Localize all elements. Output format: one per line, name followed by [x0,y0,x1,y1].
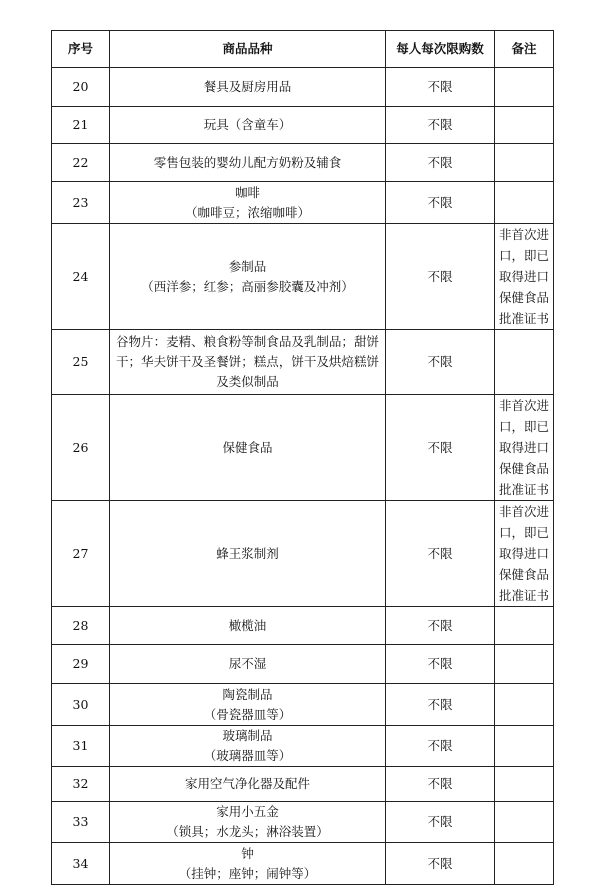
item-name: 玩具（含童车） [203,117,292,132]
table-row [52,726,554,767]
table-row [52,68,554,107]
item-name: 谷物片：麦精、粮食粉等制食品及乳制品；甜饼干；华夫饼干及圣餐饼；糕点，饼干及烘焙糕饼及类似制品 [116,334,379,389]
item-cell [110,182,386,224]
header-row [52,31,554,68]
row-number: 30 [52,684,110,726]
item-name: 橄榄油 [228,617,267,633]
row-number: 34 [52,843,110,885]
item-name: 尿不湿 [228,656,267,671]
limit-cell: 不限 [386,767,495,802]
limit-cell: 不限 [386,107,495,144]
row-number: 23 [52,182,110,224]
item-detail: （锁具；水龙头；淋浴装置） [166,824,329,839]
item-detail: （西洋参；红参；高丽参胶囊及冲剂） [141,278,354,294]
limit-cell: 不限 [386,802,495,843]
item-detail: （玻璃器皿等） [203,748,292,763]
item-name: 家用空气净化器及配件 [184,776,310,791]
remark-cell [495,645,554,684]
remark-cell [495,802,554,843]
header-limit: 每人每次限购数 [386,31,495,68]
row-number: 20 [52,68,110,107]
item-cell [110,684,386,726]
remark-cell [495,767,554,802]
limit-cell: 不限 [386,68,495,107]
limit-cell: 不限 [386,501,495,607]
item-cell [110,767,386,802]
table-row [52,107,554,144]
table-row [52,843,554,885]
row-number: 32 [52,767,110,802]
row-number: 27 [52,501,110,607]
limit-cell: 不限 [386,645,495,684]
limit-cell: 不限 [386,684,495,726]
remark-cell [495,607,554,645]
remark-cell: 非首次进口，即已取得进口保健食品批准证书 [495,501,554,607]
table-row [52,501,554,607]
item-name: 钟 [241,845,254,861]
table-row [52,684,554,726]
table-row [52,802,554,843]
item-cell [110,224,386,330]
table-row [52,330,554,395]
item-name: 咖啡 [234,184,260,200]
table-row [52,645,554,684]
remark-cell [495,68,554,107]
limit-cell: 不限 [386,144,495,182]
item-cell [110,144,386,182]
row-number: 24 [52,224,110,330]
item-cell [110,645,386,684]
limit-cell: 不限 [386,182,495,224]
item-cell [110,395,386,501]
item-cell [110,107,386,144]
header-no: 序号 [52,31,110,68]
item-cell [110,607,386,645]
remark-cell [495,107,554,144]
item-name: 参制品 [228,258,267,274]
item-cell [110,330,386,395]
table-row [52,182,554,224]
row-number: 21 [52,107,110,144]
row-number: 33 [52,802,110,843]
limit-cell: 不限 [386,607,495,645]
row-number: 28 [52,607,110,645]
item-detail: （骨瓷器皿等） [203,706,292,722]
table-row [52,767,554,802]
row-number: 26 [52,395,110,501]
remark-cell [495,726,554,767]
item-cell [110,843,386,885]
item-cell [110,501,386,607]
table-row [52,395,554,501]
remark-cell [495,843,554,885]
item-cell [110,68,386,107]
item-detail: （挂钟；座钟；闹钟等） [178,865,317,881]
remark-cell [495,144,554,182]
remark-cell [495,182,554,224]
table-row [52,144,554,182]
limit-cell: 不限 [386,224,495,330]
item-name: 陶瓷制品 [222,686,273,702]
limit-cell: 不限 [386,395,495,501]
table-row [52,224,554,330]
quota-table [51,30,554,885]
header-remark: 备注 [495,31,554,68]
item-name: 蜂王浆制剂 [216,545,279,561]
row-number: 22 [52,144,110,182]
remark-cell [495,330,554,395]
remark-cell: 非首次进口，即已取得进口保健食品批准证书 [495,224,554,330]
header-item: 商品品种 [110,31,386,68]
item-cell [110,726,386,767]
item-cell [110,802,386,843]
table-row [52,607,554,645]
item-name: 零售包装的婴幼儿配方奶粉及辅食 [153,154,342,170]
limit-cell: 不限 [386,843,495,885]
row-number: 25 [52,330,110,395]
item-name: 玻璃制品 [222,728,273,743]
item-name: 保健食品 [222,439,273,455]
limit-cell: 不限 [386,330,495,395]
item-name: 餐具及厨房用品 [203,79,292,94]
limit-cell: 不限 [386,726,495,767]
remark-cell: 非首次进口，即已取得进口保健食品批准证书 [495,395,554,501]
item-name: 家用小五金 [216,804,279,819]
remark-cell [495,684,554,726]
row-number: 31 [52,726,110,767]
item-detail: （咖啡豆；浓缩咖啡） [184,204,310,220]
row-number: 29 [52,645,110,684]
